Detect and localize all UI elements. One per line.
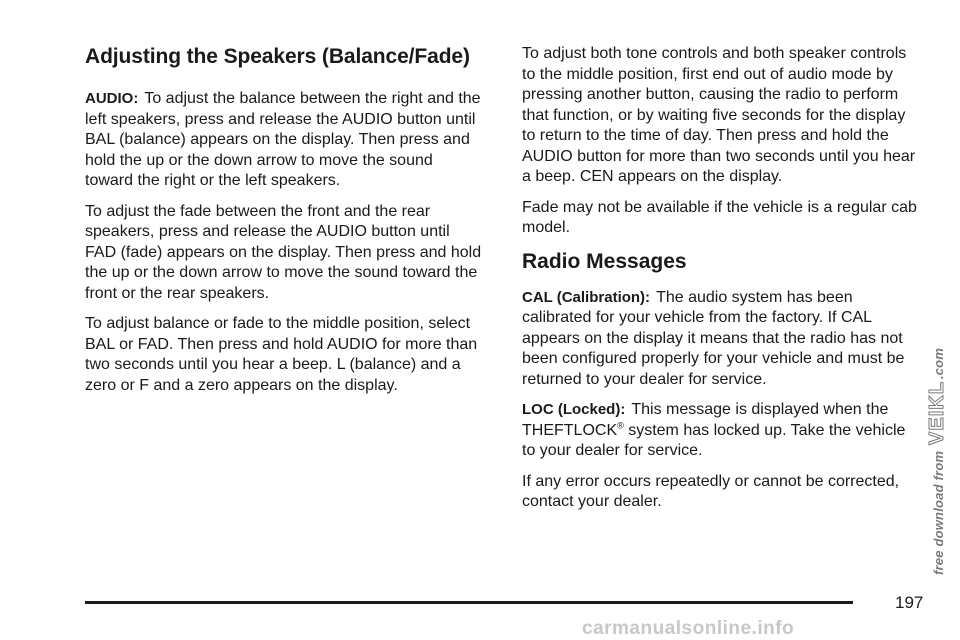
bottom-watermark: carmanualsonline.info [582, 618, 795, 639]
watermark-prefix: free download from [931, 450, 946, 575]
left-column [85, 44, 485, 406]
loc-text-after: system has locked up. Take the vehicle to your dealer for service. [522, 421, 906, 460]
cal-paragraph [522, 288, 922, 391]
loc-text-before: This message is displayed when the THEFTLOCK [522, 401, 889, 439]
registered-mark: ® [617, 420, 624, 431]
cal-text: The audio system has been calibrated for your vehicle from the factory. If CAL appears on the display it means that the radio has not been configured properly for your vehicle and must be returned to your dealer for service. [522, 288, 905, 388]
loc-paragraph [522, 400, 922, 462]
watermark-brand: VEIKL [926, 381, 948, 445]
cal-term: CAL (Calibration): [522, 288, 651, 306]
error-paragraph: If any error occurs repeatedly or cannot be corrected, contact your dealer. [522, 472, 900, 511]
section-heading-radio-messages: Radio Messages [522, 249, 687, 273]
audio-text: To adjust the balance between the right and the left speakers, press and release the AUDIO button until BAL (balance) appears on the display. Then press and hold the up or the down arrow to move the sound toward the right or the left speakers. [85, 90, 481, 190]
watermark-suffix: .com [931, 347, 946, 380]
audio-term: AUDIO: [85, 90, 139, 108]
section-heading-speakers: Adjusting the Speakers (Balance/Fade) [85, 45, 470, 68]
right-column [522, 44, 922, 523]
side-watermark [926, 315, 949, 575]
tone-controls-paragraph: To adjust both tone controls and both speaker controls to the middle position, first end out of audio mode by pressing another button, causing the radio to perform that function, or by waiting five seconds for the display to return to the time of day. Then press and hold the AUDIO button for more than two seconds until you hear a beep. CEN appears on the display. [522, 45, 916, 185]
loc-term: LOC (Locked): [522, 401, 626, 419]
footer-rule [85, 601, 853, 604]
fade-note-paragraph: Fade may not be available if the vehicle is a regular cab model. [522, 198, 917, 236]
middle-position-paragraph: To adjust balance or fade to the middle position, select BAL or FAD. Then press and hold AUDIO for more than two seconds until you hear a beep. L (balance) and a zero or F and a zero appears on the display. [85, 315, 478, 394]
fade-paragraph: To adjust the fade between the front and the rear speakers, press and release the AUDIO button until FAD (fade) appears on the display. Then press and hold the up or the down arrow to move the sound toward the front or the rear speakers. [85, 202, 482, 302]
page-number: 197 [895, 593, 924, 612]
audio-paragraph [85, 89, 485, 192]
